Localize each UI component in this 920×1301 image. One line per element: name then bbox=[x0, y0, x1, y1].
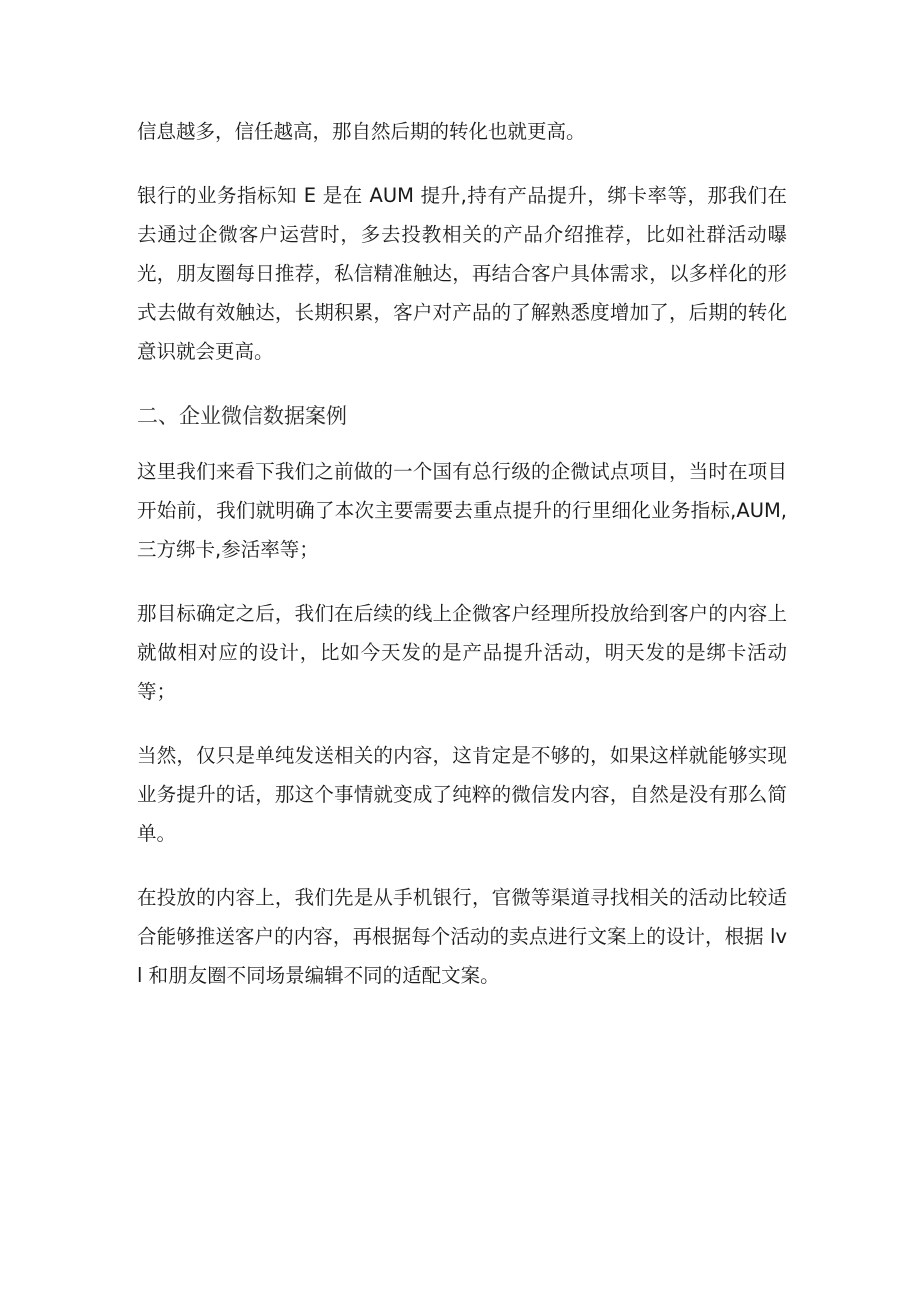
paragraph-pilot-project: 这里我们来看下我们之前做的一个国有总行级的企微试点项目，当时在项目开始前，我们就明确了本次主要需要去重点提升的行里细化业务指标,AUM,三方绑卡,参活率等； bbox=[137, 460, 787, 561]
paragraph-not-enough: 当然，仅只是单纯发送相关的内容，这肯定是不够的，如果这样就能够实现业务提升的话，那这个事情就变成了纯粹的微信发内容，自然是没有那么简单。 bbox=[137, 744, 787, 845]
section-heading: 二、企业微信数据案例 bbox=[137, 404, 347, 428]
paragraph-trust-conversion: 信息越多，信任越高，那自然后期的转化也就更高。 bbox=[137, 120, 586, 143]
paragraph-bank-metrics: 银行的业务指标知 E 是在 AUM 提升,持有产品提升，绑卡率等，那我们在去通过企微客户运营时，多去投教相关的产品介绍推荐，比如社群活动曝光，朋友圈每日推荐，私信精准触达，再结合客户具体需求，以多样化的形式去做有效触达，长期积累，客户对产品的了解熟悉度增加了，后期的转化意识就会更高。 bbox=[137, 184, 787, 363]
paragraph-content-sourcing: 在投放的内容上，我们先是从手机银行，官微等渠道寻找相关的活动比较适合能够推送客户的内容，再根据每个活动的卖点进行文案上的设计，根据 lvl 和朋友圈不同场景编辑不同的适配文案。 bbox=[137, 886, 787, 987]
document-body bbox=[137, 112, 787, 1020]
paragraph-content-design: 那目标确定之后，我们在后续的线上企微客户经理所投放给到客户的内容上就做相对应的设计，比如今天发的是产品提升活动，明天发的是绑卡活动等； bbox=[137, 602, 787, 703]
